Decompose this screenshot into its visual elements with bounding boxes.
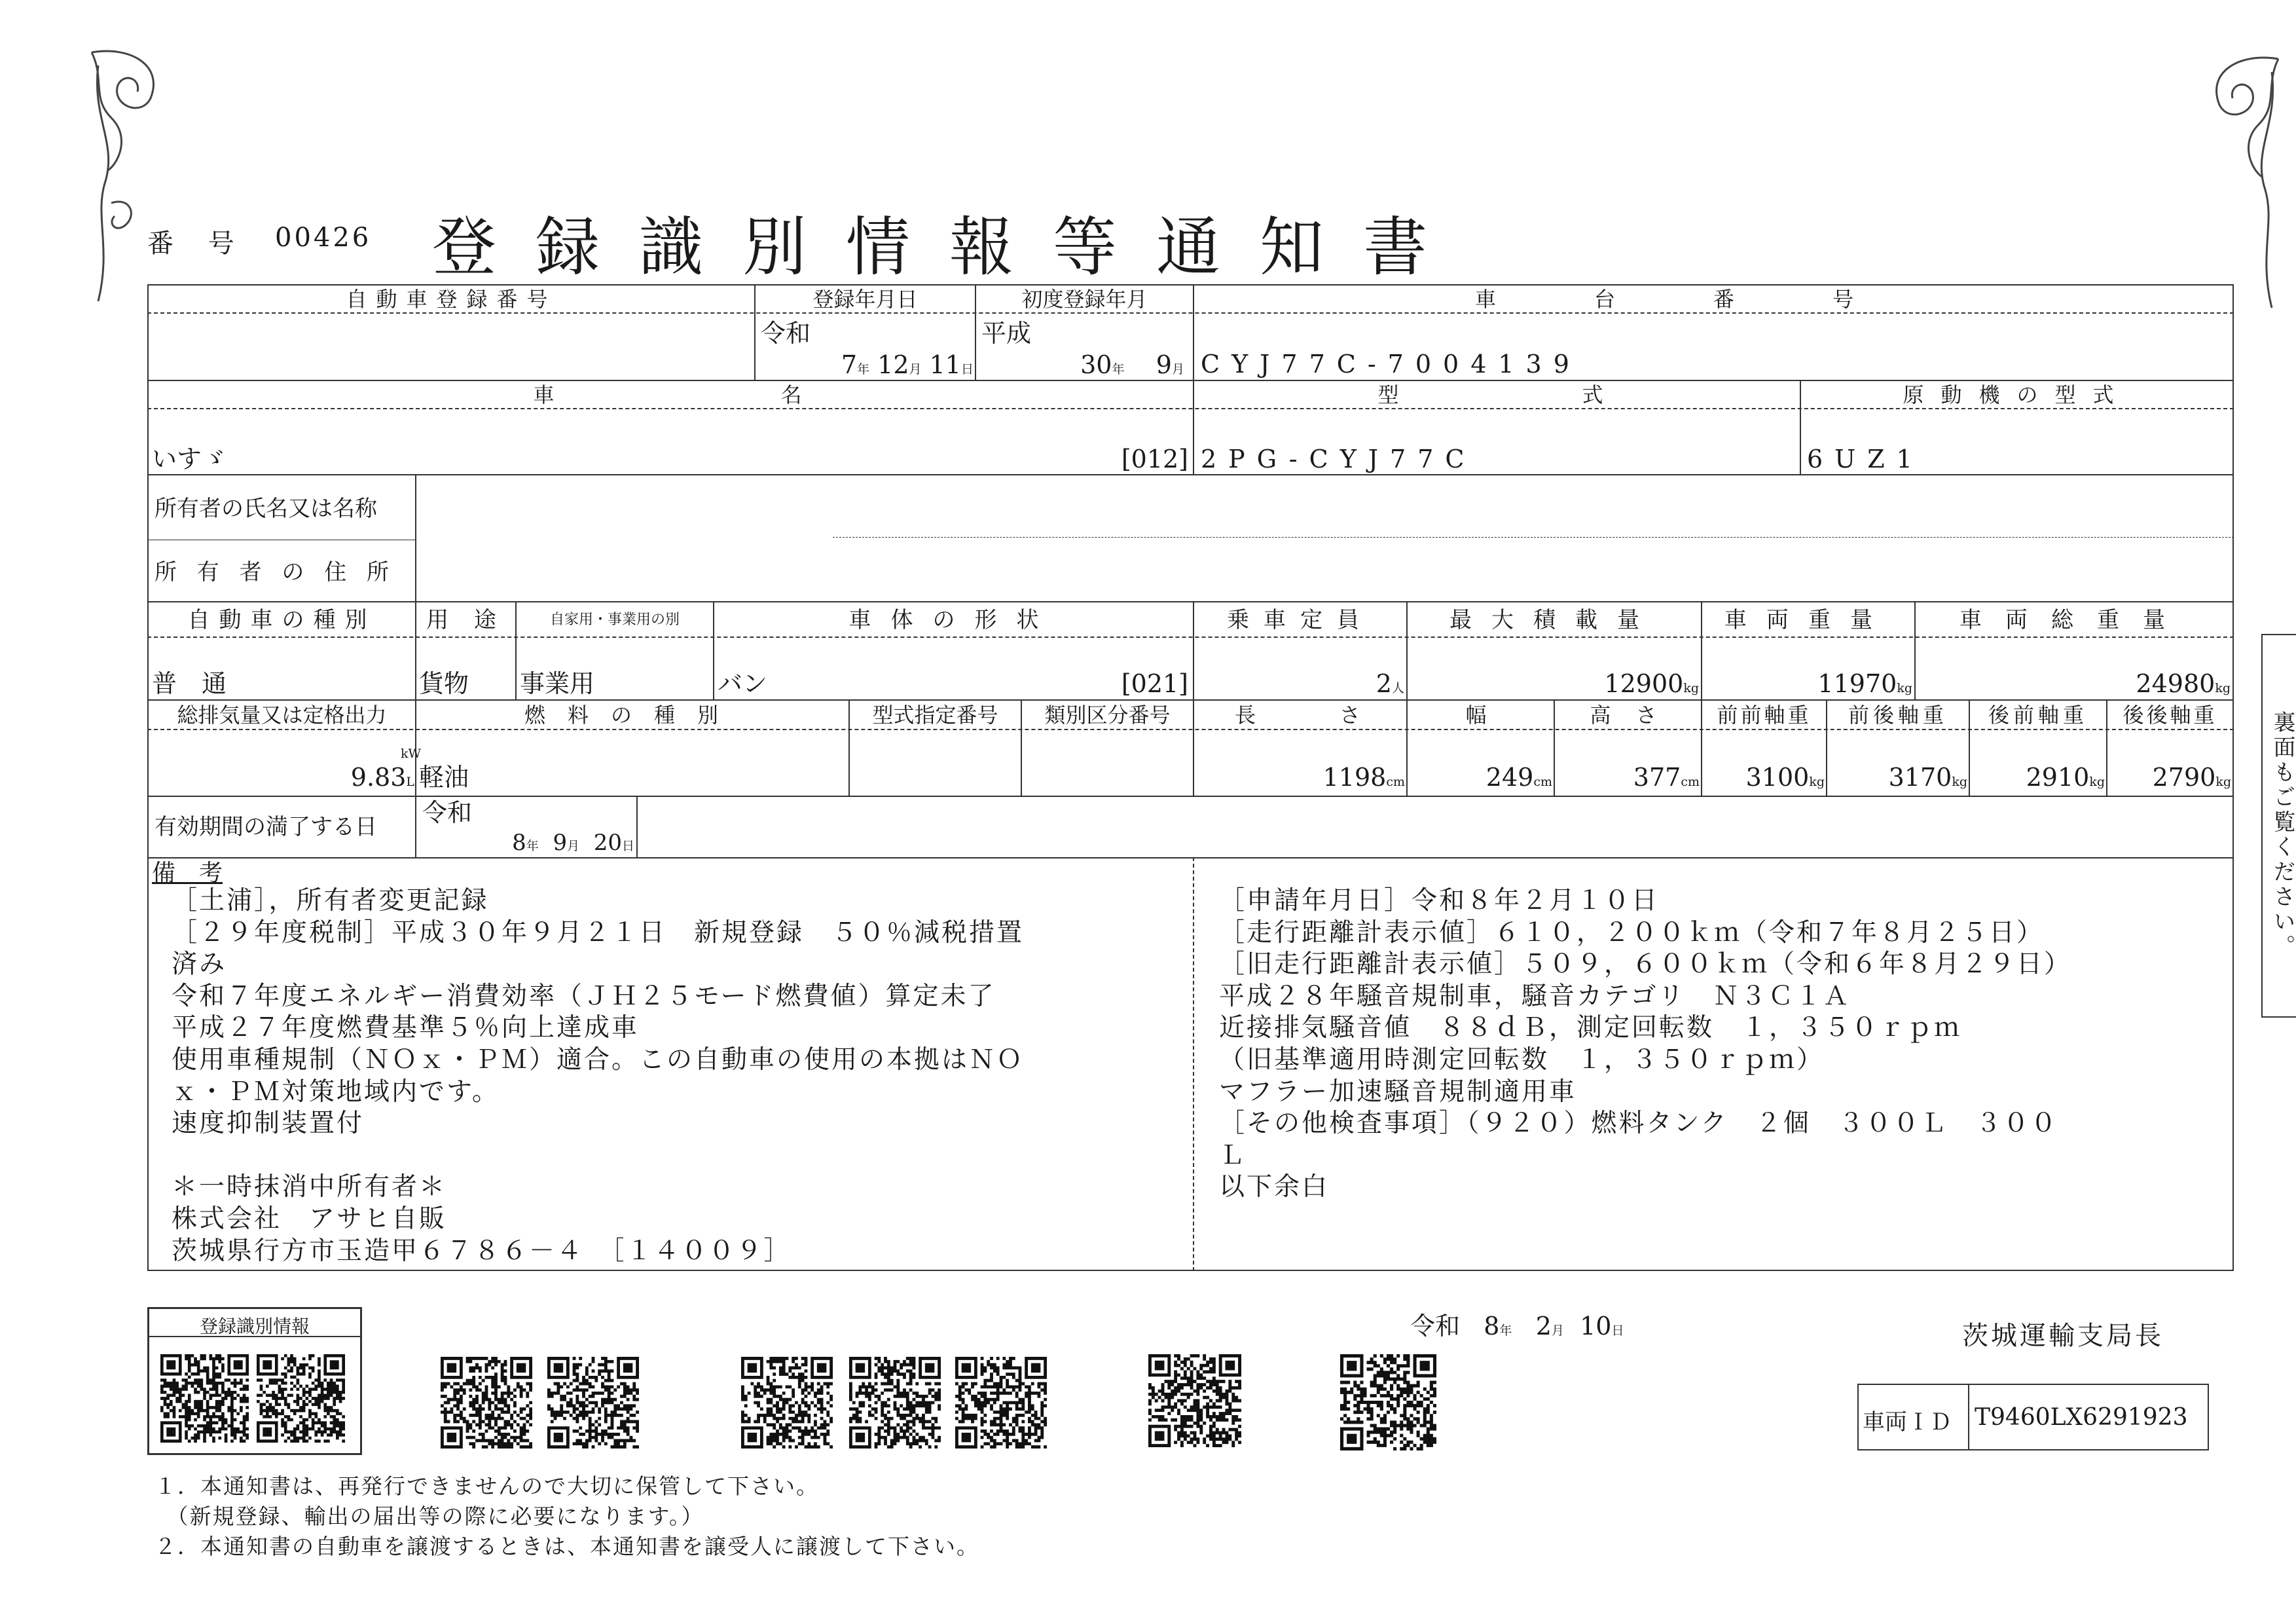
model-value: 2PG-CYJ77C	[1201, 445, 1476, 473]
height-label: 高 さ	[1590, 703, 1666, 728]
type-approval-label: 型式指定番号	[872, 703, 998, 728]
remark-line: 以下余白	[1219, 1172, 1330, 1202]
footer-note-1: １．本通知書は、再発行できませんので大切に保管して下さい。	[155, 1473, 819, 1499]
vehicle-id: T9460LX6291923	[1975, 1404, 2188, 1431]
car-name-code: [012]	[1121, 445, 1188, 473]
remark-line: 速度抑制装置付	[172, 1109, 365, 1139]
reg-date-value: 7年 12月 11日	[841, 350, 974, 379]
width-label: 幅	[1465, 703, 1496, 728]
qr-code	[955, 1357, 1047, 1449]
qr-code	[1340, 1354, 1436, 1450]
weight-value: 11970kg	[1817, 669, 1912, 698]
body-label: 車体の形状	[848, 607, 1059, 633]
owner-cell	[147, 474, 2234, 602]
width-value: 249cm	[1485, 763, 1552, 792]
fr-axle-value: 3170kg	[1888, 763, 1967, 792]
model-label: 型 式	[1377, 382, 1616, 407]
remark-line: ［走行距離計表示値］６１０，２００ｋｍ（令和７年８月２５日）	[1219, 917, 2045, 948]
qr-code	[741, 1357, 833, 1449]
corner-ornament-right-icon	[2174, 46, 2291, 321]
vehicle-id-label: 車両ＩＤ	[1863, 1409, 1952, 1435]
type-label: 自動車の種別	[187, 607, 376, 633]
first-reg-value: 30年 9月	[1080, 350, 1184, 379]
owner-address-label: 所 有 者 の 住 所	[155, 559, 396, 585]
qr-code	[1148, 1354, 1241, 1447]
remark-line: ［土浦］，所有者変更記録	[172, 886, 489, 915]
remark-line: ［旧走行距離計表示値］５０９，６００ｋｍ（令和６年８月２９日）	[1219, 950, 2072, 980]
expiry-era: 令和	[422, 798, 473, 827]
type-value: 普 通	[152, 669, 227, 698]
remark-line: 平成２７年度燃費基準５％向上達成車	[172, 1013, 640, 1043]
divider	[833, 537, 2234, 538]
body-code: [021]	[1121, 669, 1188, 698]
qr-box-label: 登録識別情報	[199, 1316, 310, 1337]
weight-label: 車両重量	[1724, 607, 1892, 633]
qr-code	[160, 1354, 249, 1443]
issuing-office: 茨城運輸支局長	[1962, 1321, 2164, 1351]
qr-code	[849, 1357, 941, 1449]
issue-date: 令和 8年 2月 10日	[1410, 1312, 1624, 1340]
remark-line: 平成２８年騒音規制車，騒音カテゴリ Ｎ３Ｃ１Ａ	[1219, 981, 1851, 1011]
displacement-value: 9.83L	[350, 763, 414, 792]
remark-line: ［その他検査事項］（９２０）燃料タンク ２個 ３００Ｌ ３００	[1219, 1109, 2058, 1139]
private-label: 自家用・事業用の別	[549, 612, 680, 628]
ff-axle-label: 前前軸重	[1717, 703, 1812, 728]
chassis-number: CYJ77C-7004139	[1201, 350, 1581, 378]
remark-line: 済み	[172, 950, 227, 980]
displacement-label: 総排気量又は定格出力	[177, 703, 387, 728]
first-reg-label: 初度登録年月	[1021, 287, 1148, 312]
kw-unit: kW	[401, 747, 422, 761]
capacity-label: 乗車定員	[1227, 607, 1374, 633]
car-name: いすゞ	[152, 445, 227, 473]
divider	[1968, 1384, 1969, 1450]
owner-name-label: 所有者の氏名又は名称	[155, 496, 377, 522]
divider	[147, 540, 416, 541]
fr-axle-label: 前後軸重	[1848, 703, 1948, 728]
expiry-date: 8年 9月 20日	[512, 830, 634, 856]
class-label: 類別区分番号	[1044, 703, 1171, 728]
remark-line: 株式会社 アサヒ自販	[172, 1204, 447, 1234]
remark-line: 令和７年度エネルギー消費効率（ＪＨ２５モード燃費値）算定未了	[172, 981, 996, 1011]
length-value: 1198cm	[1322, 763, 1405, 792]
blank-cell	[636, 796, 2234, 858]
document-number: 00426	[275, 223, 372, 253]
remarks-label: 備 考	[152, 860, 223, 887]
footer-note-2: ２．本通知書の自動車を譲渡するときは、本通知書を譲受人に譲渡して下さい。	[155, 1534, 979, 1559]
qr-code	[547, 1357, 639, 1449]
capacity-value: 2人	[1376, 669, 1404, 698]
use-label: 用 途	[426, 607, 505, 633]
reg-date-era: 令和	[761, 319, 811, 348]
car-name-label: 車 名	[533, 382, 809, 407]
length-label: 長 さ	[1234, 703, 1366, 728]
qr-code	[441, 1357, 532, 1449]
qr-code	[257, 1354, 345, 1443]
use-value: 貨物	[419, 669, 469, 698]
body-value: バン	[718, 669, 768, 698]
first-reg-era: 平成	[981, 319, 1032, 348]
remark-line: 茨城県行方市玉造甲６７８６－４ ［１４００９］	[172, 1236, 792, 1266]
engine-value: 6UZ1	[1807, 445, 1924, 473]
fuel-label: 燃料の種別	[524, 703, 740, 728]
remark-line: ［２９年度税制］平成３０年９月２１日 新規登録 ５０％減税措置	[172, 917, 1025, 948]
private-value: 事業用	[520, 669, 595, 698]
max-load-label: 最大積載量	[1449, 607, 1659, 633]
rf-axle-label: 後前軸重	[1988, 703, 2088, 728]
remark-line: ＊一時抹消中所有者＊	[172, 1172, 447, 1202]
corner-ornament-left-icon	[79, 39, 177, 314]
height-value: 377cm	[1633, 763, 1700, 792]
remark-line: Ｌ	[1219, 1140, 1247, 1170]
footer-note-1-sub: （新規登録、輸出の届出等の際に必要になります。）	[155, 1504, 704, 1529]
fuel-value: 軽油	[419, 763, 469, 792]
remark-line: ［申請年月日］令和８年２月１０日	[1219, 886, 1660, 915]
max-load-value: 12900kg	[1604, 669, 1699, 698]
remarks-divider	[1193, 857, 1194, 1271]
rf-axle-value: 2910kg	[2026, 763, 2105, 792]
ff-axle-value: 3100kg	[1745, 763, 1825, 792]
reg-date-label: 登録年月日	[812, 287, 918, 312]
expiry-label: 有効期間の満了する日	[155, 814, 377, 840]
rr-axle-value: 2790kg	[2152, 763, 2231, 792]
remark-line: マフラー加速騒音規制適用車	[1219, 1077, 1577, 1107]
chassis-label: 車台番号	[1474, 287, 1952, 312]
remark-line: ｘ・ＰＭ対策地域内です。	[172, 1077, 500, 1107]
gross-value: 24980kg	[2136, 669, 2231, 698]
gross-label: 車両総重量	[1959, 607, 2189, 633]
engine-label: 原動機の型式	[1903, 382, 2131, 407]
reg-no-label: 自動車登録番号	[346, 287, 557, 312]
remark-line: （旧基準適用時測定回転数 １，３５０ｒｐｍ）	[1219, 1045, 1825, 1075]
remark-line: 近接排気騒音値 ８８ｄＢ，測定回転数 １，３５０ｒｐｍ	[1219, 1013, 1962, 1043]
page-title: 登録識別情報等通知書	[432, 210, 1467, 285]
side-note: 裏面もご覧ください。	[2269, 710, 2295, 959]
remark-line: 使用車種規制（ＮＯｘ・ＰＭ）適合。この自動車の使用の本拠はＮＯ	[172, 1045, 1025, 1075]
document-number-label: 番 号	[147, 229, 247, 259]
rr-axle-label: 後後軸重	[2123, 703, 2217, 728]
